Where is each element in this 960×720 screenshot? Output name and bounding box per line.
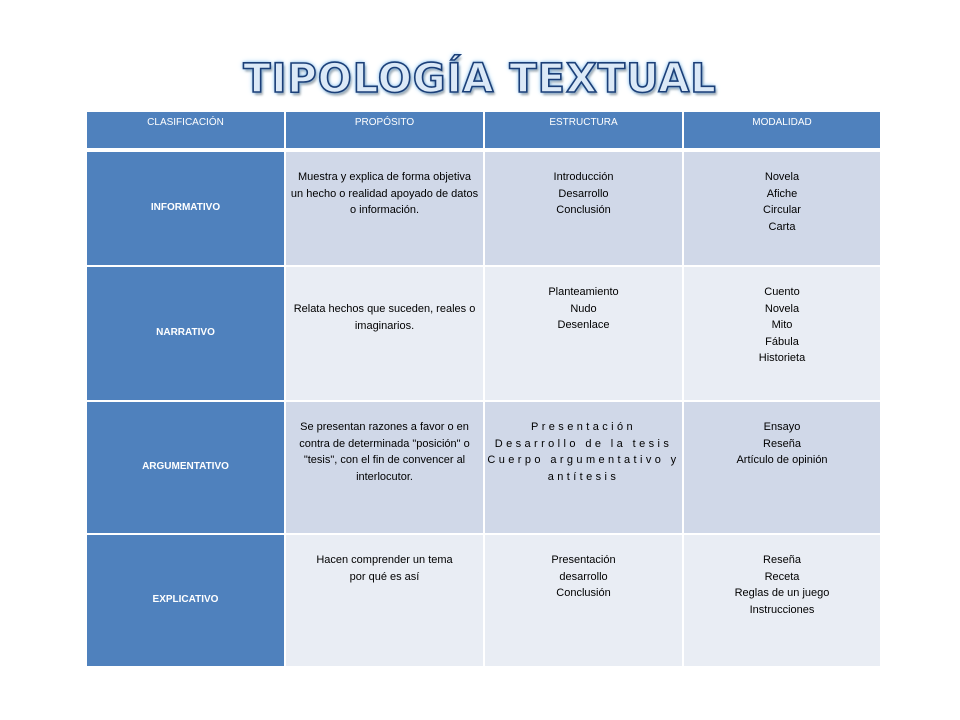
cell-line: Se presentan razones a favor o en [300,421,469,433]
cell-line: Receta [764,570,800,583]
structure-cell [485,402,684,533]
table-row-argumentativo [87,402,880,533]
cell-line: Presentación [530,421,636,433]
table-row-informativo [87,152,880,265]
cell-line: Presentación [551,554,616,566]
cell-line: contra de determinada "posición" o [299,437,470,450]
row-type-label: NARRATIVO [87,267,286,400]
cell-line: Novela [764,302,800,315]
cell-line: Conclusión [556,204,611,216]
cell-line: Ensayo [763,421,801,433]
purpose-cell [286,267,485,400]
cell-line: Muestra y explica de forma objetiva [297,171,472,183]
modality-cell [684,535,880,666]
cell-line: Artículo de opinión [736,454,828,466]
cell-line: Mito [771,319,793,331]
cell-line: Instrucciones [749,603,815,616]
table-row-explicativo [87,535,880,666]
cell-line: Fábula [765,335,799,348]
cell-line: Novela [764,171,800,183]
cell-line: Desarrollo de la tesis [494,437,673,450]
cell-line: Reseña [763,554,801,566]
structure-cell [485,535,684,666]
row-type-label: INFORMATIVO [87,152,286,265]
structure-cell [485,152,684,265]
table-row-narrativo [87,267,880,400]
cell-line: Planteamiento [548,286,619,298]
cell-line: Hacen comprender un tema [316,554,453,566]
cell-line: Cuento [764,286,800,298]
header-modalidad: MODALIDAD [752,117,812,128]
cell-line: imaginarios. [354,319,415,332]
cell-line: por qué es así [349,570,420,583]
cell-line: Introducción [553,171,614,183]
modality-cell [684,152,880,265]
structure-cell [485,267,684,400]
cell-line: un hecho o realidad apoyado de datos [290,187,479,200]
header-clasificacion: CLASIFICACIÓN [87,112,286,148]
row-type-label: EXPLICATIVO [87,535,286,666]
cell-line: Nudo [570,302,597,315]
cell-line: Cuerpo argumentativo y [487,454,680,466]
cell-line: Historieta [758,352,806,364]
row-type-label: ARGUMENTATIVO [87,402,286,533]
page-title: TIPOLOGÍA TEXTUAL [243,56,717,102]
cell-line: antítesis [547,470,620,483]
cell-line: Reglas de un juego [734,587,830,599]
purpose-cell [286,402,485,533]
modality-cell [684,267,880,400]
cell-line: "tesis", con el fin de convencer al [303,454,466,466]
cell-line: Carta [768,220,796,233]
cell-line: desarrollo [559,570,608,583]
cell-line: interlocutor. [356,470,413,483]
cell-line: Conclusión [556,587,611,599]
typology-table [87,112,880,666]
modality-cell [684,402,880,533]
cell-line: Relata hechos que suceden, reales o [293,303,476,315]
purpose-cell [286,152,485,265]
purpose-cell [286,535,485,666]
cell-line: Desenlace [557,319,610,331]
header-proposito: PROPÓSITO [286,112,485,148]
table-header-row [87,112,880,148]
cell-line: o información. [349,204,420,216]
cell-line: Circular [763,204,801,216]
header-estructura: ESTRUCTURA [485,112,684,148]
cell-line: Afiche [766,187,798,200]
cell-line: Desarrollo [558,187,609,200]
cell-line: Reseña [763,437,801,450]
